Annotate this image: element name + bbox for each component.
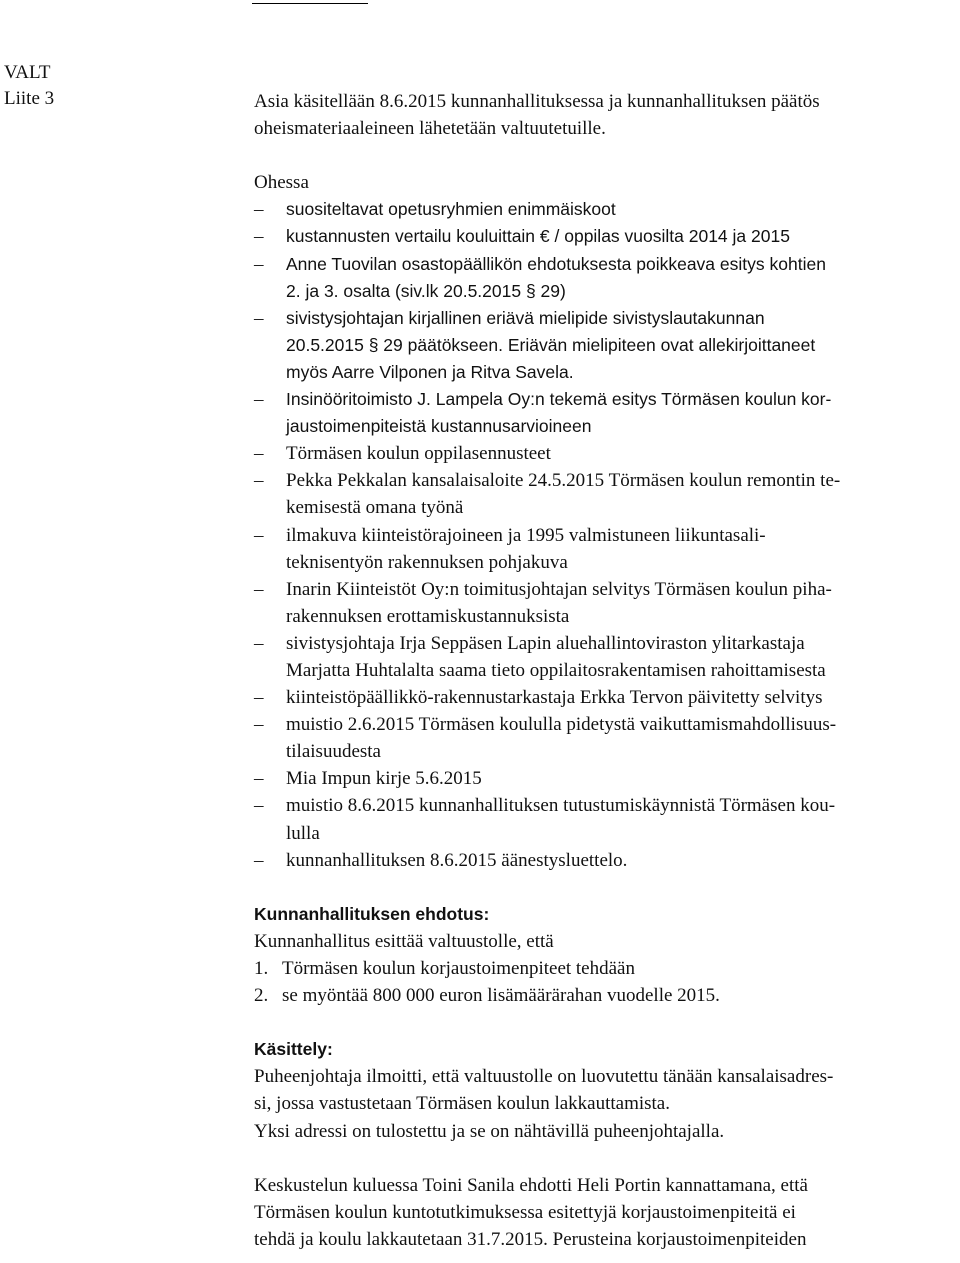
- attachment-text: Insinööritoimisto J. Lampela Oy:n tekemä esitys Törmäsen koulun kor-: [286, 389, 832, 410]
- proposal-item-number: 1.: [254, 958, 269, 979]
- attachment-text: Pekka Pekkalan kansalaisaloite 24.5.2015 Törmäsen koulun remontin te-: [286, 470, 841, 492]
- attachment-text: Anne Tuovilan osastopäällikön ehdotuksesta poikkeava esitys kohtien: [286, 253, 826, 274]
- margin-note-line-1: VALT: [4, 62, 51, 83]
- dash-bullet: –: [254, 578, 264, 600]
- handling-line: Puheenjohtaja ilmoitti, että valtuustolle on luovutettu tänään kansalaisadres-: [254, 1066, 834, 1088]
- proposal-item-text: se myöntää 800 000 euron lisämäärärahan vuodelle 2015.: [282, 985, 720, 1007]
- dash-bullet: –: [254, 470, 264, 492]
- attachment-text: muistio 8.6.2015 kunnanhallituksen tutustumiskäynnistä Törmäsen kou-: [286, 795, 836, 817]
- attachment-text: kustannusten vertailu kouluittain € / oppilas vuosilta 2014 ja 2015: [286, 226, 790, 247]
- attachment-text: Inarin Kiinteistöt Oy:n toimitusjohtajan selvitys Törmäsen koulun piha-: [286, 578, 832, 600]
- attachment-text: suositeltavat opetusryhmien enimmäiskoot: [286, 199, 616, 220]
- dash-bullet: –: [254, 199, 264, 221]
- attachment-text-continued: jaustoimenpiteistä kustannusarvioineen: [286, 416, 592, 437]
- attachment-item: [254, 251, 954, 278]
- attachment-item: [254, 711, 954, 738]
- attachment-text: ilmakuva kiinteistörajoineen ja 1995 valmistuneen liikuntasali-: [286, 524, 766, 546]
- spacer: [254, 1009, 954, 1036]
- margin-note: [4, 60, 54, 112]
- dash-bullet: –: [254, 307, 264, 329]
- proposal-lead: Kunnanhallitus esittää valtuustolle, että: [254, 930, 554, 952]
- attachment-text: Törmäsen koulun oppilasennusteet: [286, 443, 551, 465]
- spacer: [254, 142, 954, 169]
- handling-line: tehdä ja koulu lakkautetaan 31.7.2015. Perusteina korjaustoimenpiteiden: [254, 1228, 807, 1250]
- intro-line: oheismateriaaleineen lähetetään valtuutetuille.: [254, 118, 606, 140]
- dash-bullet: –: [254, 687, 264, 709]
- attachment-text-continued: teknisentyön rakennuksen pohjakuva: [286, 551, 568, 573]
- handling-line: Törmäsen koulun kuntotutkimuksessa esitettyjä korjaustoimenpiteitä ei: [254, 1201, 796, 1223]
- dash-bullet: –: [254, 795, 264, 817]
- handling-line: Keskustelun kuluessa Toini Sanila ehdotti Heli Portin kannattamana, että: [254, 1174, 808, 1196]
- attachments-label: Ohessa: [254, 172, 309, 194]
- attachment-text: sivistysjohtaja Irja Seppäsen Lapin aluehallintoviraston ylitarkastaja: [286, 632, 805, 654]
- attachment-item: [254, 522, 954, 549]
- dash-bullet: –: [254, 849, 264, 871]
- attachment-list: [254, 196, 954, 873]
- dash-bullet: –: [254, 226, 264, 248]
- handling-line: Yksi adressi on tulostettu ja se on nähtävillä puheenjohtajalla.: [254, 1120, 725, 1142]
- margin-note-line-2: Liite 3: [4, 88, 55, 109]
- attachment-text-continued: 2. ja 3. osalta (siv.lk 20.5.2015 § 29): [286, 280, 566, 301]
- attachment-text-continued: myös Aarre Vilponen ja Ritva Savela.: [286, 361, 574, 382]
- top-divider: [252, 3, 368, 4]
- dash-bullet: –: [254, 443, 264, 465]
- dash-bullet: –: [254, 632, 264, 654]
- attachment-item: [254, 196, 954, 223]
- attachment-text-continued: rakennuksen erottamiskustannuksista: [286, 605, 570, 627]
- proposal-item: [254, 955, 954, 982]
- attachment-text: sivistysjohtajan kirjallinen eriävä mielipide sivistyslautakunnan: [286, 307, 765, 328]
- proposal-item-text: Törmäsen koulun korjaustoimenpiteet tehdään: [282, 958, 635, 979]
- attachment-text: kiinteistöpäällikkö-rakennustarkastaja Erkka Tervon päivitetty selvitys: [286, 687, 823, 709]
- attachment-text: muistio 2.6.2015 Törmäsen koululla pidetystä vaikuttamismahdollisuus-: [286, 714, 837, 736]
- spacer: [254, 874, 954, 901]
- attachment-text-continued: 20.5.2015 § 29 päätökseen. Eriävän mielipiteen ovat allekirjoittaneet: [286, 334, 816, 355]
- dash-bullet: –: [254, 768, 264, 790]
- intro-line: Asia käsitellään 8.6.2015 kunnanhallituksessa ja kunnanhallituksen päätös: [254, 91, 820, 112]
- attachment-text-continued: Marjatta Huhtalalta saama tieto oppilaitosrakentamisen rahoittamisesta: [286, 659, 826, 681]
- proposal-heading: Kunnanhallituksen ehdotus:: [254, 903, 490, 924]
- dash-bullet: –: [254, 389, 264, 411]
- attachment-item: [254, 440, 954, 467]
- attachment-text-continued: kemisestä omana työnä: [286, 497, 464, 519]
- attachment-item: [254, 223, 954, 250]
- attachment-item: [254, 630, 954, 657]
- attachment-text-continued: lulla: [286, 822, 320, 844]
- attachment-item: [254, 576, 954, 603]
- spacer: [254, 1145, 954, 1172]
- attachment-item: [254, 765, 954, 792]
- attachment-item: [254, 467, 954, 494]
- attachment-item: [254, 847, 954, 874]
- attachment-text: Mia Impun kirje 5.6.2015: [286, 768, 482, 790]
- dash-bullet: –: [254, 253, 264, 275]
- attachment-text: kunnanhallituksen 8.6.2015 äänestysluettelo.: [286, 849, 628, 871]
- dash-bullet: –: [254, 524, 264, 546]
- attachment-text-continued: tilaisuudesta: [286, 741, 381, 763]
- handling-line: si, jossa vastustetaan Törmäsen koulun lakkauttamista.: [254, 1093, 670, 1115]
- proposal-item: [254, 982, 954, 1009]
- handling-heading: Käsittely:: [254, 1039, 333, 1060]
- document-body: [254, 88, 954, 1253]
- attachment-item: [254, 684, 954, 711]
- attachment-item: [254, 792, 954, 819]
- proposal-item-number: 2.: [254, 985, 269, 1007]
- dash-bullet: –: [254, 714, 264, 736]
- attachment-item: [254, 386, 954, 413]
- attachment-item: [254, 305, 954, 332]
